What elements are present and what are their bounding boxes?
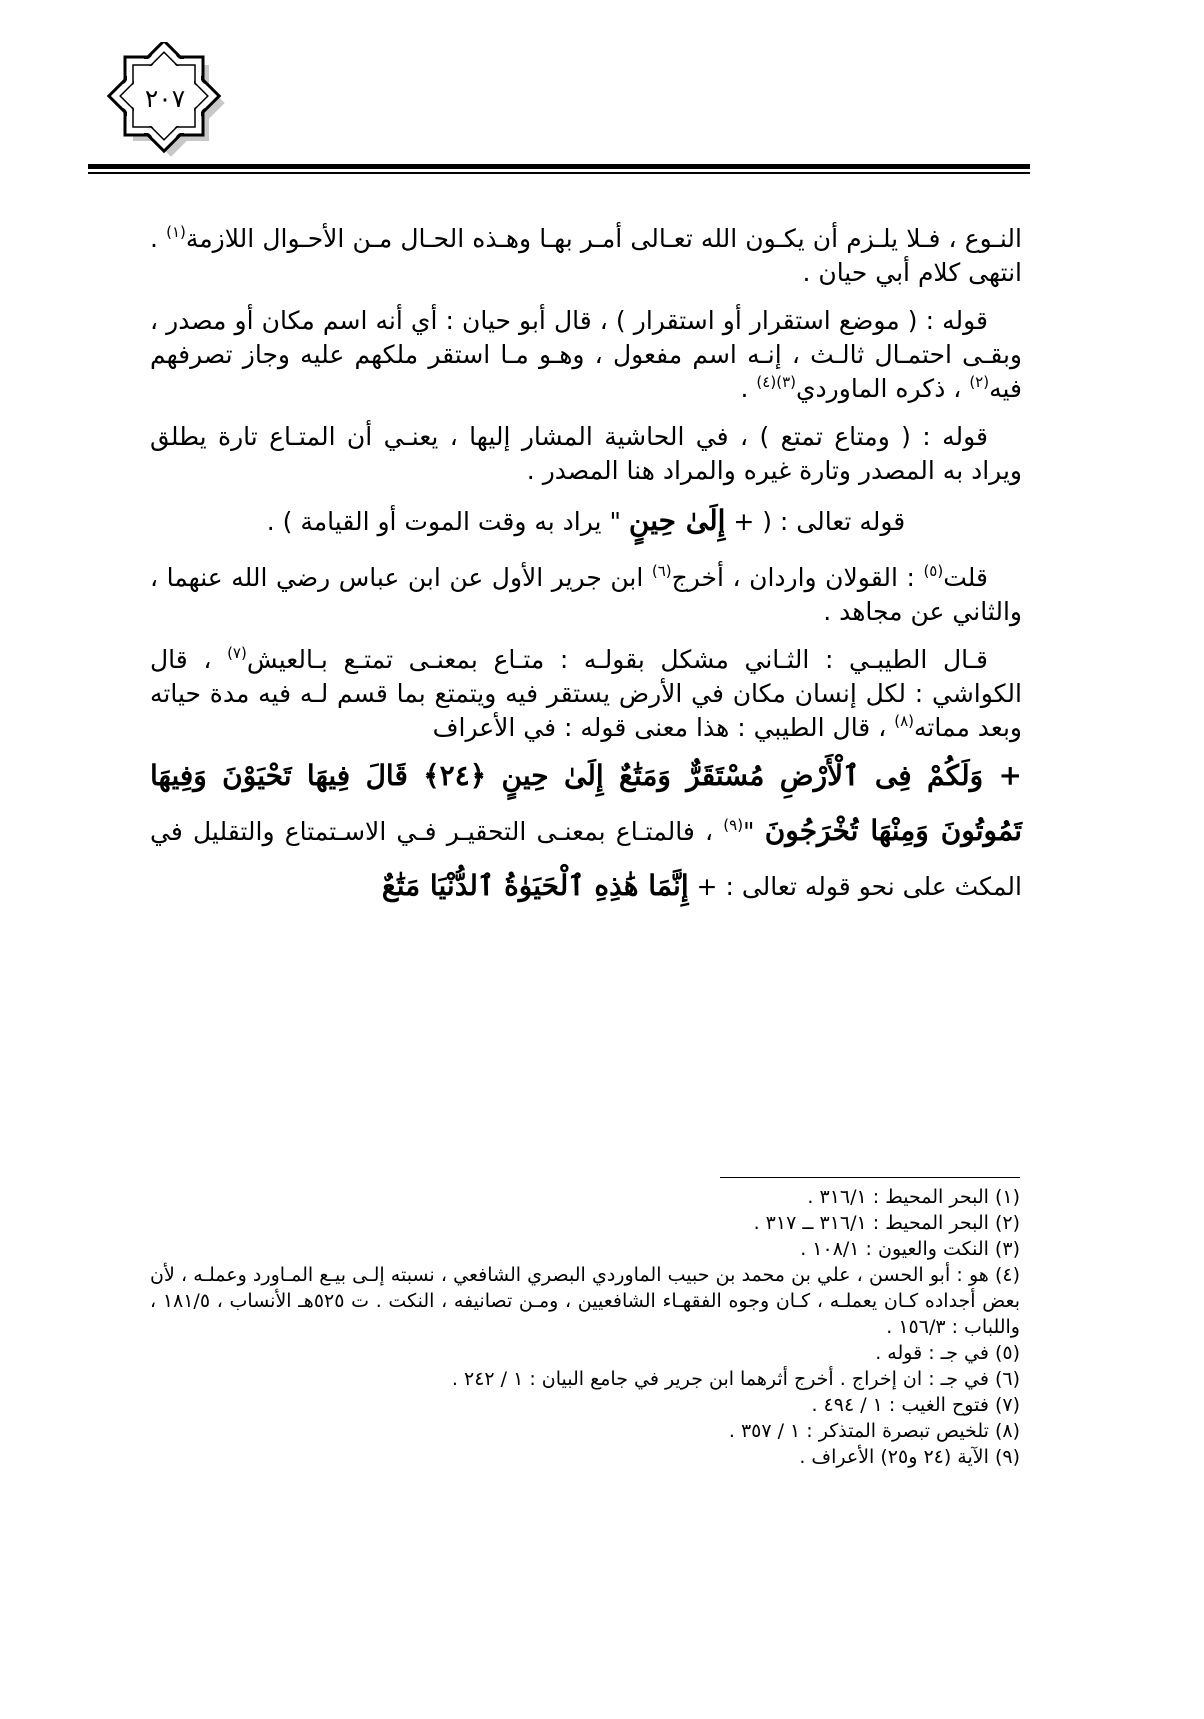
footnote-7: (٧) فتوح الغيب : ١ / ٤٩٤ . [811, 1394, 1020, 1416]
paragraph-4: قوله تعالى : ( + إِلَىٰ حِينٍ " يراد به وقت الموت أو القيامة ) . [266, 504, 906, 537]
footnote-ref: (٥) [923, 562, 944, 580]
footnote-8: (٨) تلخيص تبصرة المتذكر : ١ / ٣٥٧ . [728, 1420, 1020, 1442]
header-rule-thin [88, 172, 1030, 174]
page-number: ٢٠٧ [144, 83, 186, 113]
quran-text: + وَلَكُمْ فِى ٱلْأَرْضِ مُسْتَقَرٌّ وَمَتَٰعٌ إِلَىٰ حِينٍ ﴿٢٤﴾ قَالَ فِيهَا تَحْيَوْنَ وَفِيهَا تَمُوتُونَ وَمِنْهَا تُخْرَجُونَ [150, 759, 1022, 847]
paragraph-5: قلت$^{(٥)}$ : القولان واردان ، أخرج$^{(٦)}$ ابن جرير الأول عن ابن عباس رضي الله عنهما ، والثاني عن مجاهد . [150, 562, 1022, 626]
footnote-9: (٩) الآية (٢٤ و٢٥) الأعراف . [799, 1446, 1020, 1468]
footnote-separator [720, 1177, 1020, 1178]
main-text [150, 222, 1022, 914]
paragraph-3: قوله : ( ومتاع تمتع ) ، في الحاشية المشار إليها ، يعنـي أن المتـاع تارة يطلق ويراد به المصدر وتارة غيره والمراد هنا المصدر . [150, 422, 1022, 485]
paragraph-7: + وَلَكُمْ فِى ٱلْأَرْضِ مُسْتَقَرٌّ وَمَتَٰعٌ إِلَىٰ حِينٍ ﴿٢٤﴾ قَالَ فِيهَا تَحْيَوْنَ وَفِيهَا تَمُوتُونَ وَمِنْهَا تُخْرَجُونَ "$^{(٩)}$ ، فالمتـاع بمعنـى التحقيـر فـي الاسـتمتاع والتقليل في المكث على نحو قوله تعالى : + إِنَّمَا هَٰذِهِ ٱلْحَيَوٰةُ ٱلدُّنْيَا مَتَٰعٌ [150, 759, 1022, 902]
header-rule-thick [88, 164, 1030, 169]
footnote-ref: (٣)(٤) [756, 373, 796, 391]
paragraph-6: قـال الطيبـي : الثـاني مشكل بقولـه : متـاع بمعنـى تمتـع بـالعيش$^{(٧)}$ ، قال الكواشي : لكل إنسان مكان في الأرض يستقر فيه ويتمتع بما قسم لـه فيه مدة حياته وبعد مماته$^{(٨)}$ ، قال الطيبي : هذا معنى قوله : في الأعراف [150, 644, 1022, 742]
footnote-4: (٤) هو : أبو الحسن ، علي بن محمد بن حبيب الماوردي البصري الشافعي ، نسبته إلـى بيـع المـاورد وعملـه ، لأن بعض أجداده كـان يعملـه ، كـان وجوه الفقهـاء الشافعيين ، ومـن تصانيفه ، النكت . ت ٥٢٥هـ الأنساب ، ١٨١/٥ ، واللباب : ١٥٦/٣ . [150, 1264, 1020, 1338]
footnote-3: (٣) النكت والعيون : ١٠٨/١ . [800, 1238, 1020, 1260]
footnote-ref: (٢) [969, 373, 990, 391]
footnote-ref: (٨) [894, 712, 915, 730]
paragraph-2: قوله : ( موضع استقرار أو استقرار ) ، قال أبو حيان : أي أنه اسم مكان أو مصدر ، وبقـى احتمـال ثالـث ، إنـه اسم مفعول ، وهـو مـا استقر ملكهم عليه وجاز تصرفهم فيه$^{(٢)}$ ، ذكره الماوردي$^{(٣)(٤)}$ . [150, 306, 1022, 403]
footnote-ref: (٧) [227, 644, 247, 662]
page-number-badge [100, 42, 230, 160]
footnote-ref: (٦) [651, 562, 672, 580]
footnote-ref: (٩) [723, 816, 744, 834]
quran-text: إِلَىٰ حِينٍ [628, 504, 726, 537]
quran-text: إِنَّمَا هَٰذِهِ ٱلْحَيَوٰةُ ٱلدُّنْيَا مَتَٰعٌ [381, 869, 689, 902]
footnote-5: (٥) في جـ : قوله . [875, 1342, 1020, 1364]
footnote-ref: (١) [166, 223, 186, 241]
footnote-2: (٢) البحر المحيط : ٣١٦/١ ــ ٣١٧ . [753, 1212, 1020, 1234]
footnotes [150, 1184, 1020, 1470]
footnote-6: (٦) في جـ : ان إخراج . أخرج أثرهما ابن جرير في جامع البيان : ١ / ٢٤٢ . [451, 1368, 1020, 1390]
paragraph-1: النـوع ، فـلا يلـزم أن يكـون الله تعـالى أمـر بهـا وهـذه الحـال مـن الأحـوال اللازمة$^{(١)}$ . انتهى كلام أبي حيان . [150, 223, 1022, 287]
footnote-1: (١) البحر المحيط : ٣١٦/١ . [807, 1186, 1020, 1208]
